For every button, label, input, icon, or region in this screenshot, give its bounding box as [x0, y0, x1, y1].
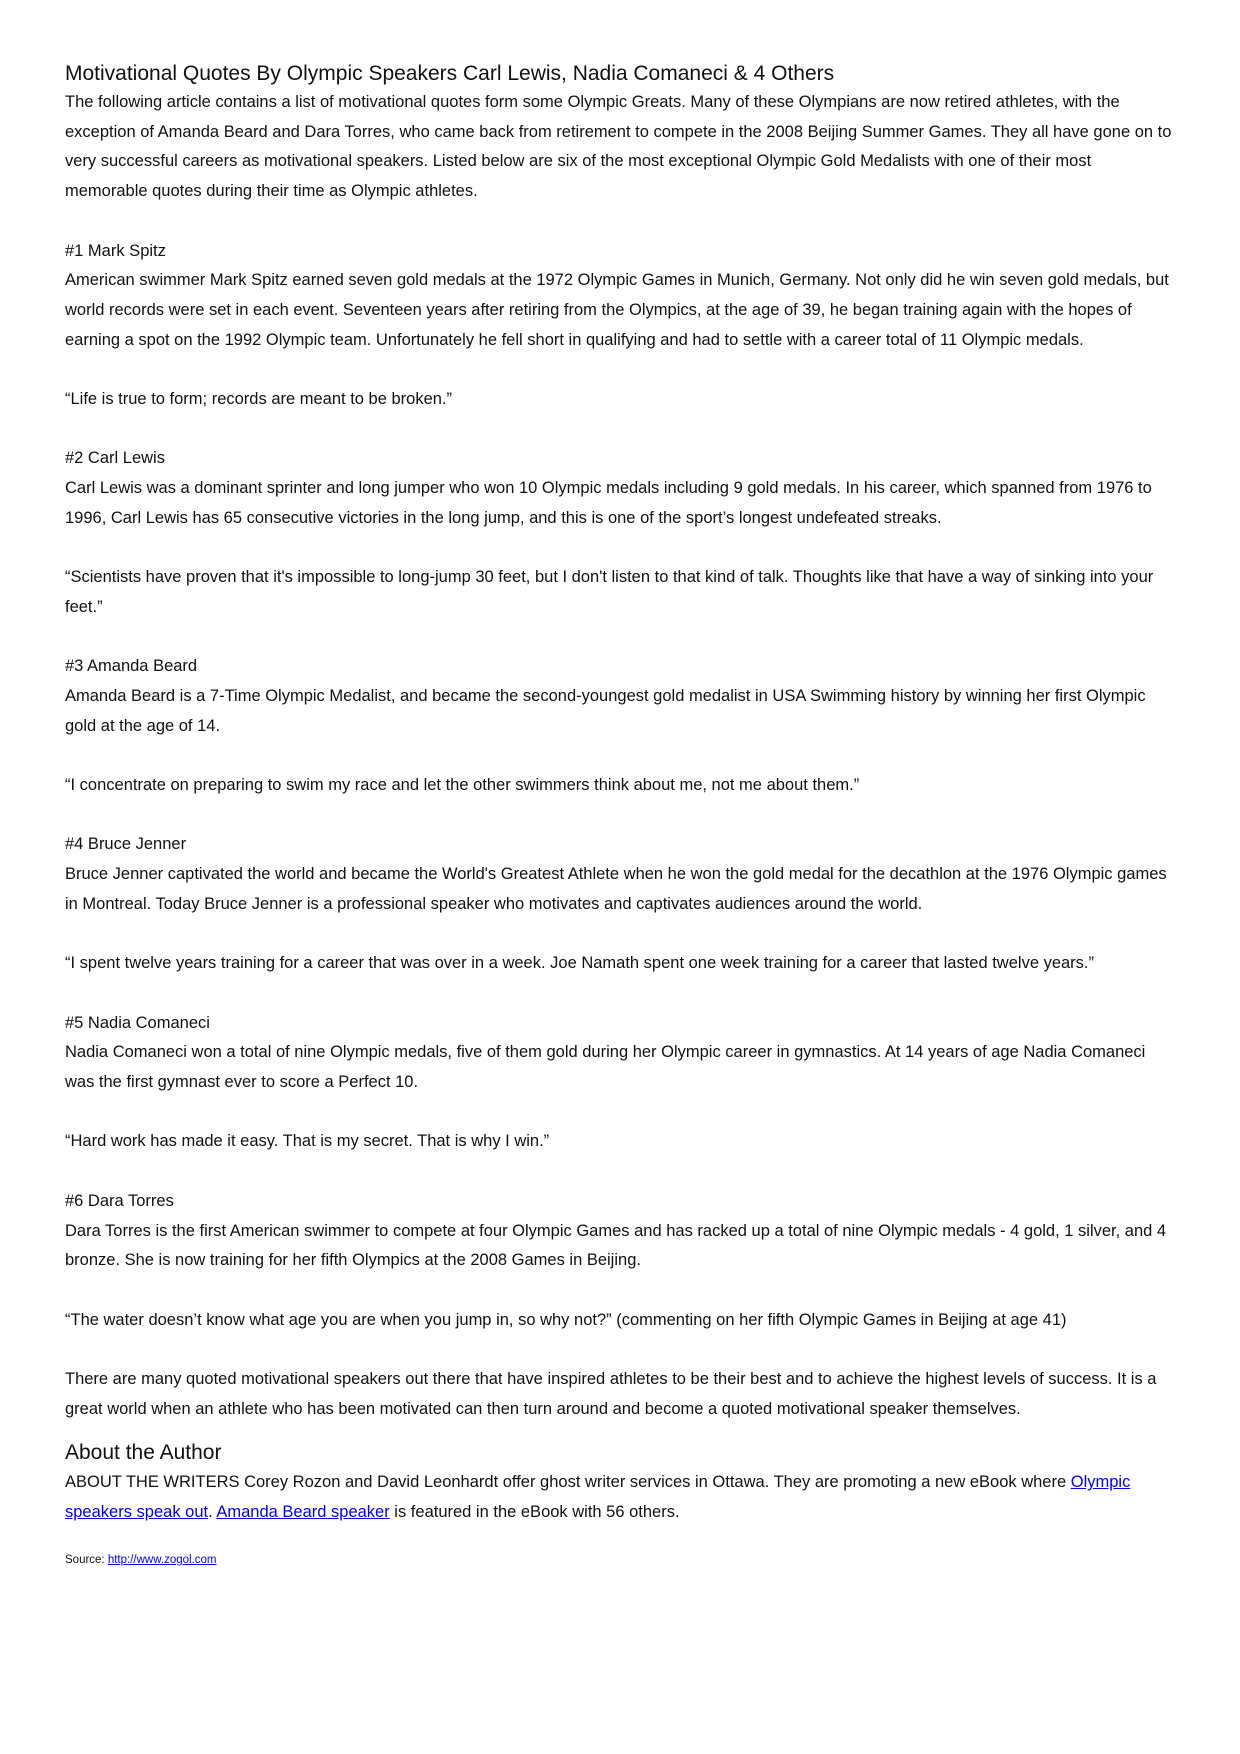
section-quote: “Scientists have proven that it's impossible to long-jump 30 feet, but I don't listen to that kind of talk. Thoughts like that have a way of sinking into your feet.”: [65, 568, 1154, 616]
about-text: ABOUT THE WRITERS Corey Rozon and David Leonhardt offer ghost writer services in Ottawa. They are promoting a new eBook where: [65, 1473, 1071, 1492]
about-text: .: [208, 1503, 217, 1522]
about-text: is featured in the eBook with 56 others.: [389, 1503, 680, 1522]
section-heading: #3 Amanda Beard: [65, 657, 198, 676]
section-dara-torres: [65, 1187, 1175, 1365]
about-author-paragraph: [65, 1468, 1175, 1527]
amanda-beard-speaker-link[interactable]: Amanda Beard speaker: [216, 1503, 390, 1522]
section-body: Nadia Comaneci won a total of nine Olympic medals, five of them gold during her Olympic career in gymnastics. At 14 years of age Nadia Comaneci was the first gymnast ever to score a Perfect 10.: [65, 1043, 1146, 1092]
section-nadia-comaneci: [65, 1009, 1175, 1187]
section-heading: #2 Carl Lewis: [65, 449, 165, 468]
document-page: [65, 60, 1175, 1568]
section-quote: “I spent twelve years training for a career that was over in a week. Joe Namath spent one week training for a career that lasted twelve years.”: [65, 954, 1095, 973]
about-author-heading: About the Author: [65, 1441, 222, 1465]
spacer: [65, 207, 1175, 237]
section-heading: #4 Bruce Jenner: [65, 835, 187, 854]
section-heading: #6 Dara Torres: [65, 1191, 174, 1210]
source-label: Source:: [65, 1553, 108, 1566]
section-heading: #1 Mark Spitz: [65, 241, 166, 260]
section-body: Amanda Beard is a 7-Time Olympic Medalist, and became the second-youngest gold medalist in USA Swimming history by winning her first Olympic gold at the age of 14.: [65, 686, 1146, 735]
section-amanda-beard: [65, 652, 1175, 830]
section-quote: “Hard work has made it easy. That is my secret. That is why I win.”: [65, 1132, 550, 1151]
section-body: Bruce Jenner captivated the world and became the World's Greatest Athlete when he won the gold medal for the decathlon at the 1976 Olympic games in Montreal. Today Bruce Jenner is a professional speaker who motivates and captivates audiences around the world.: [65, 865, 1167, 913]
intro-paragraph: The following article contains a list of motivational quotes form some Olympic Greats. Many of these Olympians are now retired athletes, with the exception of Amanda Beard and Dara Torres, who came back from retirement to compete in the 2008 Beijing Summer Games. They all have gone on to very successful careers as motivational speakers. Listed below are six of the most exceptional Olympic Gold Medalists with one of their most memorable quotes during their time as Olympic athletes.: [65, 93, 1172, 201]
source-line: [65, 1552, 1175, 1568]
section-body: American swimmer Mark Spitz earned seven gold medals at the 1972 Olympic Games in Munich, Germany. Not only did he win seven gold medals, but world records were set in each event. Seventeen years after retiring from the Olympics, at the age of 39, he began training again with the hopes of earning a spot on the 1992 Olympic team. Unfortunately he fell short in qualifying and had to settle with a career total of 11 Olympic medals.: [65, 271, 1169, 349]
section-quote: “I concentrate on preparing to swim my race and let the other swimmers think about me, not me about them.”: [65, 776, 860, 795]
section-quote: “The water doesn’t know what age you are when you jump in, so why not?” (commenting on her fifth Olympic Games in Beijing at age 41): [65, 1310, 1067, 1329]
article-title: Motivational Quotes By Olympic Speakers Carl Lewis, Nadia Comaneci & 4 Others: [65, 62, 835, 85]
section-heading: #5 Nadia Comaneci: [65, 1013, 210, 1032]
section-carl-lewis: [65, 444, 1175, 652]
section-quote: “Life is true to form; records are meant to be broken.”: [65, 390, 453, 408]
source-link[interactable]: http://www.zogol.com: [107, 1553, 217, 1566]
olympic-speakers-link[interactable]: Olympic speakers speak out: [65, 1473, 1131, 1522]
section-body: Dara Torres is the first American swimmer to compete at four Olympic Games and has racked up a total of nine Olympic medals - 4 gold, 1 silver, and 4 bronze. She is now training for her fifth Olympics at the 2008 Games in Beijing.: [65, 1221, 1167, 1270]
section-bruce-jenner: [65, 830, 1175, 1008]
section-mark-spitz: [65, 237, 1175, 445]
conclusion-paragraph: There are many quoted motivational speakers out there that have inspired athletes to be their best and to achieve the highest levels of success. It is a great world when an athlete who has been motivated can then turn around and become a quoted motivational speaker themselves.: [65, 1370, 1157, 1418]
section-body: Carl Lewis was a dominant sprinter and long jumper who won 10 Olympic medals including 9 gold medals. In his career, which spanned from 1976 to 1996, Carl Lewis has 65 consecutive victories in the long jump, and this is one of the sport’s longest undefeated streaks.: [65, 479, 1152, 527]
